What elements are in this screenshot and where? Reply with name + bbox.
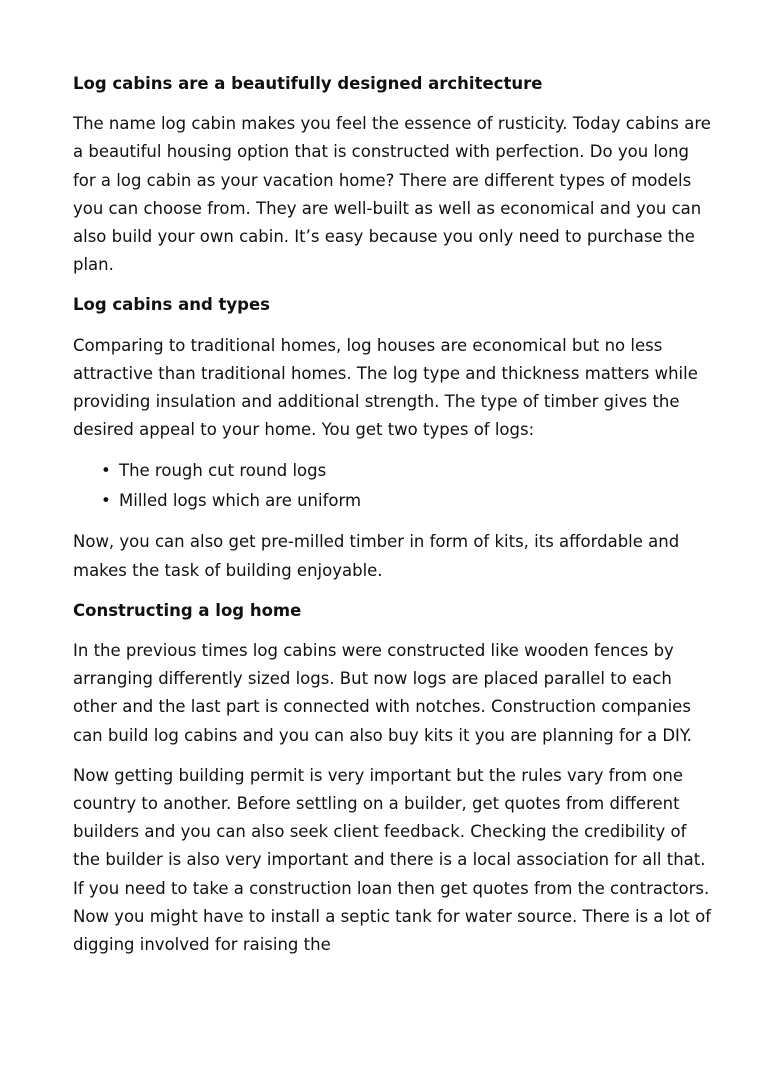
paragraph-construction: In the previous times log cabins were constructed like wooden fences by arranging differently sized logs. But now logs are placed parallel to each other and the last part is connected with notches. Construction companies can build log cabins and you can also buy kits it you are planning for a DIY. bbox=[73, 641, 692, 745]
list-item-text: Milled logs which are uniform bbox=[119, 491, 362, 511]
log-types-list bbox=[73, 456, 713, 516]
list-item bbox=[101, 456, 713, 486]
document-page bbox=[73, 70, 713, 971]
list-item bbox=[101, 486, 713, 516]
list-item-text: The rough cut round logs bbox=[119, 461, 327, 481]
paragraph-types: Comparing to traditional homes, log houses are economical but no less attractive than traditional homes. The log type and thickness matters while providing insulation and additional strength. The type of timber gives the desired appeal to your home. You get two types of logs: bbox=[73, 335, 698, 440]
heading-types: Log cabins and types bbox=[73, 295, 271, 315]
paragraph-intro: The name log cabin makes you feel the essence of rusticity. Today cabins are a beautiful housing option that is constructed with perfection. Do you long for a log cabin as your vacation home? There are different types of models you can choose from. They are well-built as well as economical and you can also build your own cabin. It’s easy because you only need to purchase the plan. bbox=[73, 114, 711, 275]
paragraph-kits: Now, you can also get pre-milled timber in form of kits, its affordable and makes the task of building enjoyable. bbox=[73, 532, 680, 580]
heading-constructing: Constructing a log home bbox=[73, 600, 302, 620]
bullet-icon: • bbox=[101, 461, 111, 481]
paragraph-permit: Now getting building permit is very important but the rules vary from one country to another. Before settling on a builder, get quotes from different builders and you can also seek client feedback. Checking the credibility of the builder is also very important and there is a local association for all that. If you need to take a construction loan then get quotes from the contractors. Now you might have to install a septic tank for water source. There is a lot of digging involved for raising the bbox=[73, 765, 712, 955]
heading-architecture: Log cabins are a beautifully designed architecture bbox=[73, 74, 543, 93]
bullet-icon: • bbox=[101, 491, 111, 511]
